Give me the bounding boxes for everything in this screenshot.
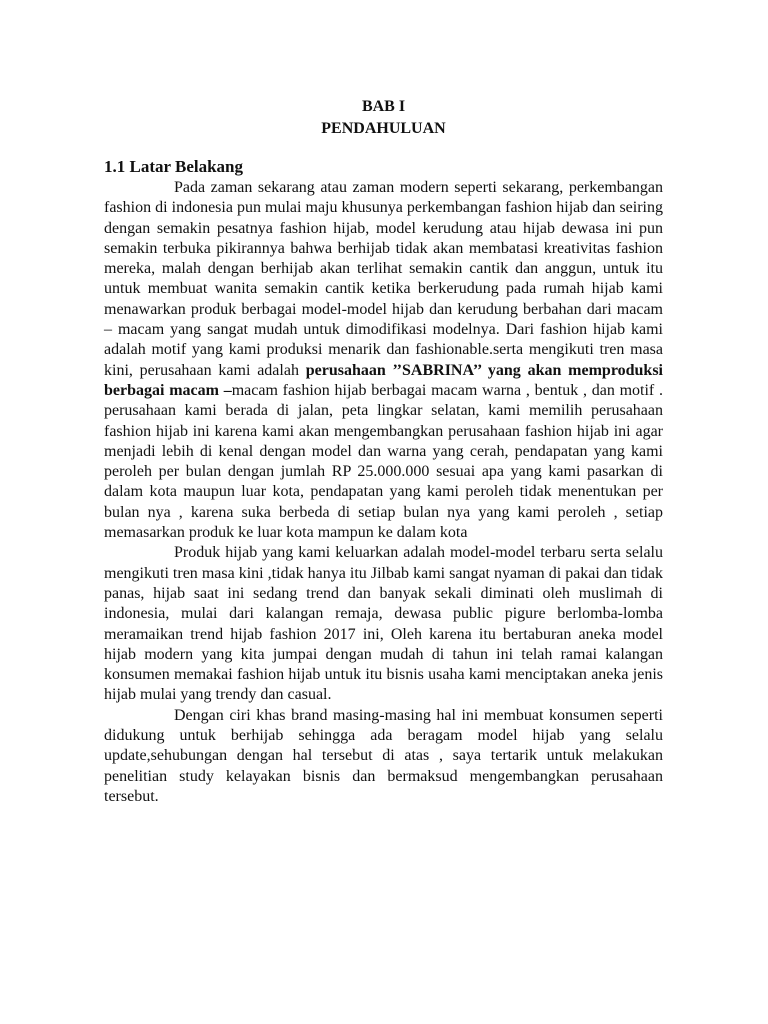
paragraph-2: Produk hijab yang kami keluarkan adalah model-model terbaru serta selalu mengikuti tren masa kini ,tidak hanya itu Jilbab kami sangat nyaman di pakai dan tidak panas, hijab saat ini sedang trend dan banyak sekali diminati oleh muslimah di indonesia, mulai dari kalangan remaja, dewasa public pigure berlomba-lomba meramaikan trend hijab fashion 2017 ini, Oleh karena itu bertaburan aneka model hijab modern yang kita jumpai dengan mudah di tahun ini telah ramai kalangan konsumen memakai fashion hijab untuk itu bisnis usaha kami menciptakan aneka jenis hijab mulai yang trendy dan casual. xyxy=(104,544,663,704)
paragraph-1-text-end: macam fashion hijab berbagai macam warna , bentuk , dan motif . perusahaan kami berada di jalan, peta lingkar selatan, kami memilih perusahaan fashion hijab ini karena kami akan mengembangkan perusahaan fashion hijab ini agar menjadi lebih di kenal dengan model dan warna yang cerah, pendapatan yang kami peroleh per bulan dengan jumlah RP 25.000.000 sesuai apa yang kami pasarkan di dalam kota maupun luar kota, pendapatan yang kami peroleh tidak menentukan per bulan nya , karena suka berbeda di setiap bulan nya yang kami peroleh , setiap memasarkan produk ke luar kota mampun ke dalam kota xyxy=(104,381,663,542)
chapter-number: BAB I xyxy=(361,98,406,115)
paragraph-1-bold-text: perusahaan ’’SABRINA’’ yang akan memproduksi berbagai macam – xyxy=(104,361,663,399)
paragraph-1-text-start: Pada zaman sekarang atau zaman modern seperti sekarang, perkembangan fashion di indonesia pun mulai maju khusunya perkembangan fashion hijab dan seiring dengan semakin pesatnya fashion hijab, model kerudung atau hijab dewasa ini pun semakin terbuka pikirannya bahwa berhijab tidak akan membatasi kreativitas fashion mereka, malah dengan berhijab akan terlihat semakin cantik dan anggun, untuk itu untuk membuat wanita semakin cantik ketika berkerudung pada rumah hijab kami menawarkan produk berbagai model-model hijab dan kerudung berbahan dari macam – macam yang sangat mudah untuk dimodifikasi modelnya. Dari fashion hijab kami adalah motif yang kami produksi menarik dan fashionable.serta mengikuti tren masa kini, perusahaan kami adalah xyxy=(104,179,663,379)
paragraph-1 xyxy=(104,178,663,543)
section-heading: 1.1 Latar Belakang xyxy=(104,157,244,176)
chapter-title: PENDAHULUAN xyxy=(321,120,446,137)
document-page xyxy=(104,96,663,807)
paragraph-3: Dengan ciri khas brand masing-masing hal ini membuat konsumen seperti didukung untuk berhijab sehingga ada beragam model hijab yang selalu update,sehubungan dengan hal tersebut di atas , saya tertarik untuk melakukan penelitian study kelayakan bisnis dan bermaksud mengembangkan perusahaan tersebut. xyxy=(104,706,663,805)
